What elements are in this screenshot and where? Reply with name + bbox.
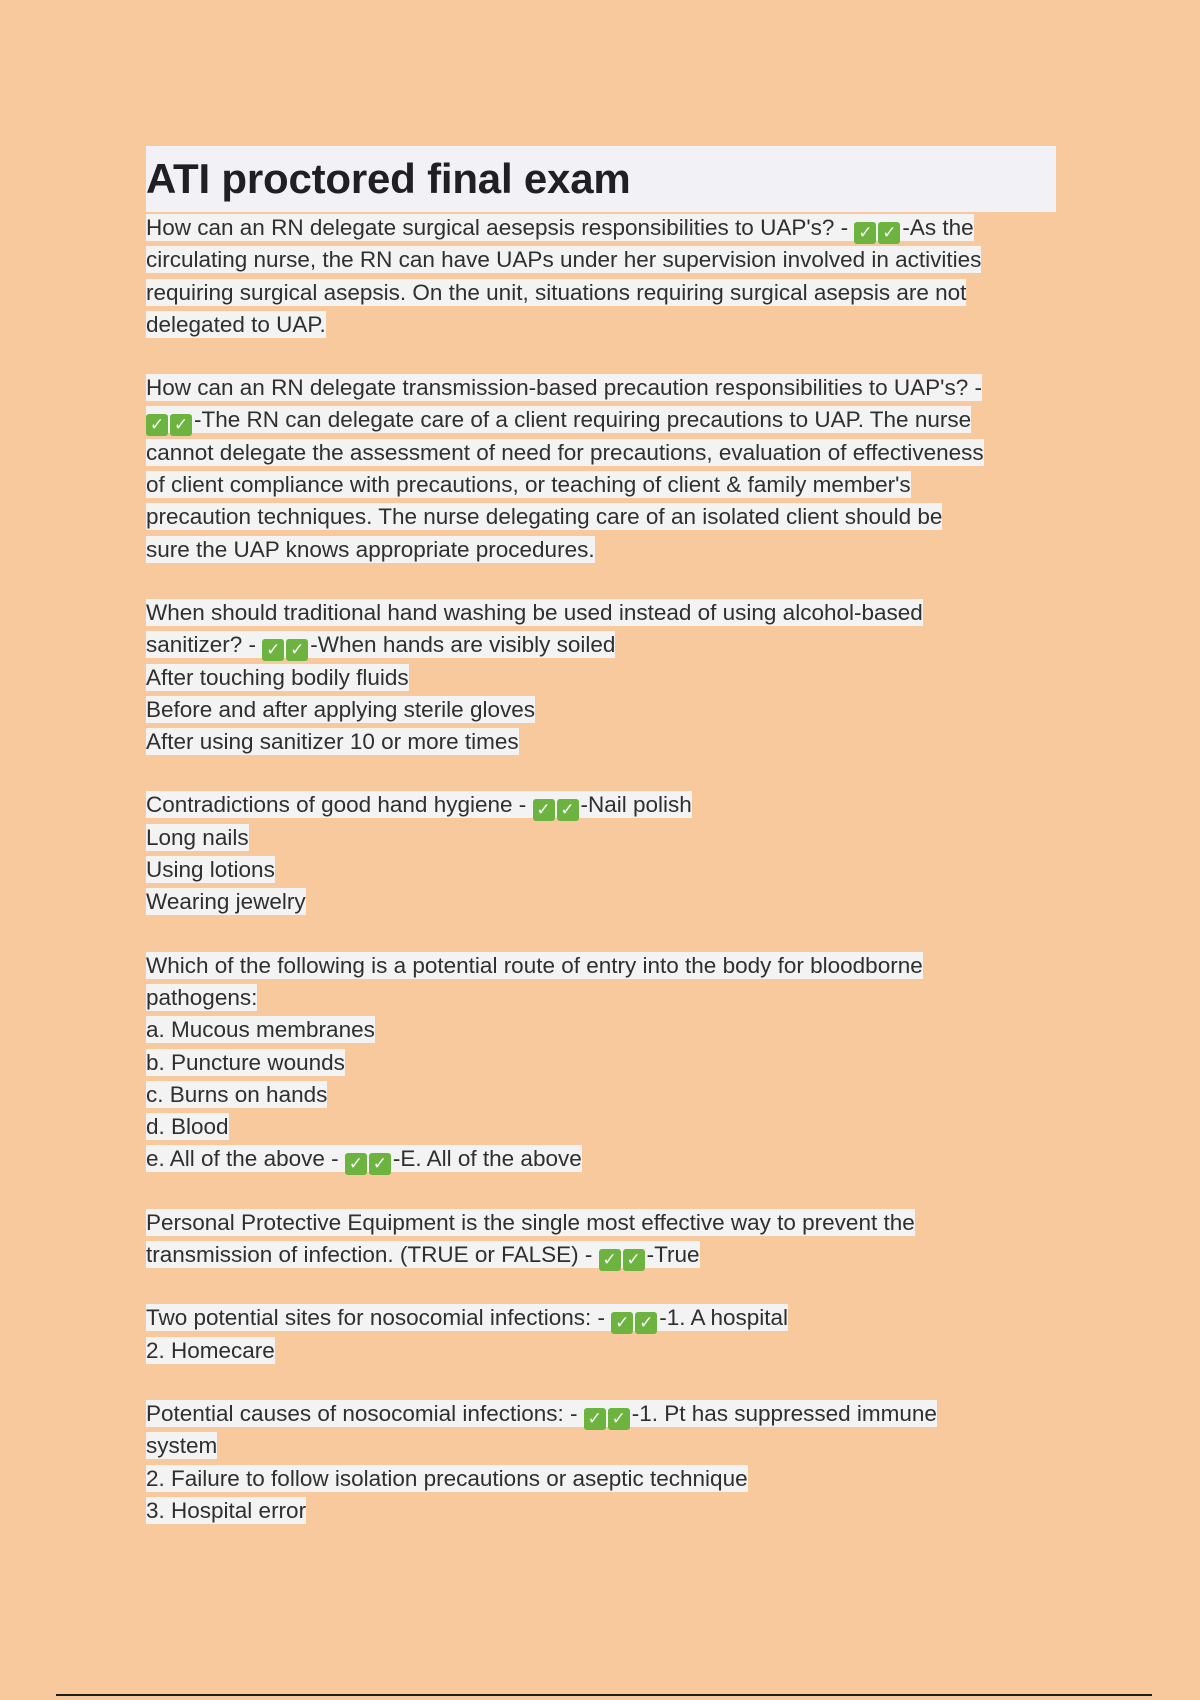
- question-text: sanitizer? -: [146, 632, 263, 658]
- line-text: d. Blood: [146, 1114, 229, 1140]
- page-bottom-rule: [56, 1694, 1152, 1696]
- check-mark-icon: ✓: [608, 1408, 630, 1430]
- highlighted-text: [146, 471, 911, 498]
- highlighted-text: [146, 952, 923, 979]
- line-text: Personal Protective Equipment is the single most effective way to prevent the: [146, 1209, 915, 1235]
- text-line: [146, 437, 1056, 469]
- line-text: a. Mucous membranes: [146, 1017, 375, 1043]
- question-text: Potential causes of nosocomial infections: -: [146, 1400, 584, 1426]
- line-text: 3. Hospital error: [146, 1497, 307, 1523]
- highlighted-text: [146, 631, 616, 661]
- text-line: [146, 1495, 1056, 1527]
- text-line: [146, 854, 1056, 886]
- text-line: [146, 1463, 1056, 1495]
- text-line: [146, 726, 1056, 758]
- check-mark-icon: ✓: [854, 222, 876, 244]
- line-text: How can an RN delegate transmission-based precaution responsibilities to UAP's? -: [146, 375, 982, 401]
- text-line: [146, 982, 1056, 1014]
- text-line: [146, 694, 1056, 726]
- text-line: [146, 789, 1056, 821]
- line-text: sure the UAP knows appropriate procedures.: [146, 536, 595, 562]
- line-text: requiring surgical asepsis. On the unit, situations requiring surgical asepsis are not: [146, 279, 967, 305]
- question-text: Two potential sites for nosocomial infections: -: [146, 1305, 612, 1331]
- text-line: [146, 1143, 1056, 1175]
- text-line: [146, 597, 1056, 629]
- check-mark-icon: ✓: [611, 1312, 633, 1334]
- text-line: [146, 950, 1056, 982]
- highlighted-text: [146, 824, 249, 851]
- check-mark-icon: ✓: [146, 414, 168, 436]
- line-text: After touching bodily fluids: [146, 664, 409, 690]
- line-text: After using sanitizer 10 or more times: [146, 729, 519, 755]
- line-text: circulating nurse, the RN can have UAPs under her supervision involved in activities: [146, 247, 982, 273]
- highlighted-text: [146, 536, 595, 563]
- check-mark-icon: ✓: [170, 414, 192, 436]
- text-line: [146, 534, 1056, 566]
- text-line: [146, 1335, 1056, 1367]
- highlighted-text: [146, 1016, 375, 1043]
- check-mark-icon: ✓: [599, 1249, 621, 1271]
- highlighted-text: [146, 1241, 700, 1271]
- highlighted-text: [146, 1400, 937, 1427]
- line-text: pathogens:: [146, 984, 258, 1010]
- highlighted-text: [146, 406, 972, 436]
- text-line: [146, 1302, 1056, 1334]
- text-line: [146, 1430, 1056, 1462]
- question-text: e. All of the above -: [146, 1146, 345, 1172]
- highlighted-text: [146, 214, 974, 241]
- text-line: [146, 244, 1056, 276]
- highlighted-text: [146, 984, 257, 1011]
- highlighted-text: [146, 1465, 748, 1492]
- line-text: delegated to UAP.: [146, 311, 326, 337]
- question-text: transmission of infection. (TRUE or FALSE) -: [146, 1242, 599, 1268]
- text-line: [146, 372, 1056, 404]
- text-line: [146, 501, 1056, 533]
- qa-block: [146, 1398, 1056, 1527]
- highlighted-text: [146, 246, 981, 273]
- highlighted-text: [146, 1081, 327, 1108]
- highlighted-text: [146, 279, 966, 306]
- answer-text: -Nail polish: [580, 792, 692, 818]
- line-text: Before and after applying sterile gloves: [146, 696, 535, 722]
- line-text: Which of the following is a potential route of entry into the body for bloodborne: [146, 952, 923, 978]
- check-mark-icon: ✓: [878, 222, 900, 244]
- highlighted-text: [146, 791, 692, 821]
- text-line: [146, 1207, 1056, 1239]
- qa-block: [146, 372, 1056, 566]
- qa-block: [146, 950, 1056, 1176]
- text-line: [146, 277, 1056, 309]
- qa-block: [146, 1302, 1056, 1367]
- text-line: [146, 1398, 1056, 1430]
- text-line: [146, 1014, 1056, 1046]
- line-text: b. Puncture wounds: [146, 1049, 345, 1075]
- check-mark-icon: ✓: [584, 1408, 606, 1430]
- check-mark-icon: ✓: [345, 1153, 367, 1175]
- highlighted-text: [146, 856, 275, 883]
- answer-text: -1. A hospital: [659, 1305, 789, 1331]
- highlighted-text: [146, 696, 535, 723]
- line-text: of client compliance with precautions, or teaching of client & family member's: [146, 472, 911, 498]
- text-line: [146, 1111, 1056, 1143]
- check-mark-icon: ✓: [635, 1312, 657, 1334]
- highlighted-text: [146, 1497, 306, 1524]
- check-mark-icon: ✓: [623, 1249, 645, 1271]
- check-mark-icon: ✓: [286, 639, 308, 661]
- text-line: [146, 404, 1056, 436]
- text-line: [146, 629, 1056, 661]
- highlighted-text: [146, 1209, 915, 1236]
- qa-block: [146, 1207, 1056, 1272]
- highlighted-text: [146, 664, 409, 691]
- line-text: Wearing jewelry: [146, 889, 306, 915]
- highlighted-text: [146, 503, 942, 530]
- answer-text: -E. All of the above: [392, 1146, 582, 1172]
- highlighted-text: [146, 1304, 789, 1334]
- answer-text: -When hands are visibly soiled: [310, 632, 616, 658]
- text-line: [146, 886, 1056, 918]
- answer-text: -True: [646, 1242, 700, 1268]
- highlighted-text: [146, 1432, 217, 1459]
- text-line: [146, 212, 1056, 244]
- qa-block: [146, 597, 1056, 758]
- qa-block: [146, 789, 1056, 918]
- answer-text: -1. Pt has suppressed immune: [631, 1400, 937, 1426]
- text-line: [146, 1079, 1056, 1111]
- page-title: ATI proctored final exam: [146, 146, 1056, 212]
- text-line: [146, 662, 1056, 694]
- answer-text: -As the: [902, 215, 974, 240]
- line-text: 2. Homecare: [146, 1337, 275, 1363]
- highlighted-text: [146, 311, 326, 338]
- highlighted-text: [146, 374, 982, 401]
- line-text: precaution techniques. The nurse delegating care of an isolated client should be: [146, 504, 943, 530]
- answer-text: -The RN can delegate care of a client requiring precautions to UAP. The nurse: [194, 407, 972, 433]
- check-mark-icon: ✓: [557, 799, 579, 821]
- highlighted-text: [146, 728, 519, 755]
- line-text: When should traditional hand washing be used instead of using alcohol-based: [146, 599, 923, 625]
- line-text: 2. Failure to follow isolation precautions or aseptic technique: [146, 1465, 748, 1491]
- question-text: How can an RN delegate surgical aesepsis responsibilities to UAP's? -: [146, 215, 855, 240]
- highlighted-text: [146, 1145, 582, 1175]
- document-body: [146, 212, 1056, 1558]
- highlighted-text: [146, 439, 984, 466]
- check-mark-icon: ✓: [369, 1153, 391, 1175]
- line-text: Long nails: [146, 824, 249, 850]
- question-text: Contradictions of good hand hygiene -: [146, 792, 533, 818]
- line-text: c. Burns on hands: [146, 1081, 328, 1107]
- highlighted-text: [146, 1049, 345, 1076]
- qa-block: [146, 212, 1056, 341]
- highlighted-text: [146, 1113, 229, 1140]
- line-text: cannot delegate the assessment of need for precautions, evaluation of effectiveness: [146, 439, 984, 465]
- text-line: [146, 469, 1056, 501]
- highlighted-text: [146, 1337, 275, 1364]
- highlighted-text: [146, 888, 306, 915]
- text-line: [146, 309, 1056, 341]
- text-line: [146, 822, 1056, 854]
- check-mark-icon: ✓: [533, 799, 555, 821]
- check-mark-icon: ✓: [262, 639, 284, 661]
- text-line: [146, 1047, 1056, 1079]
- line-text: Using lotions: [146, 857, 275, 883]
- text-line: [146, 1239, 1056, 1271]
- highlighted-text: [146, 599, 923, 626]
- line-text: system: [146, 1433, 218, 1459]
